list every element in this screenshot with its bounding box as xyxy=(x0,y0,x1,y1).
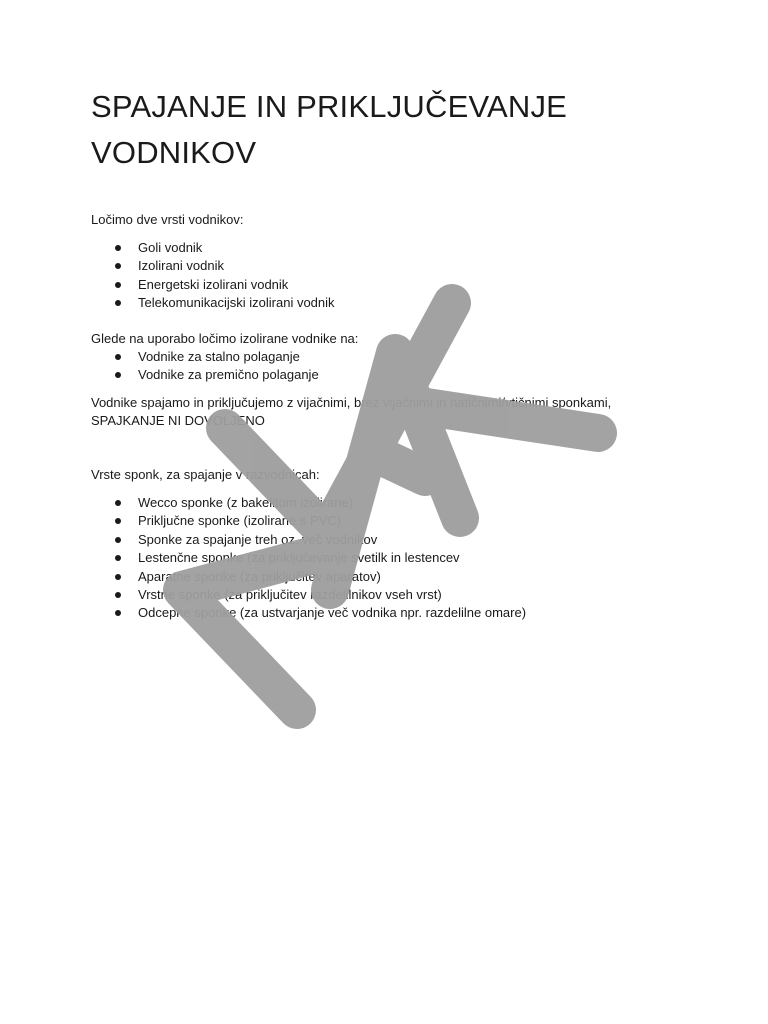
list-item: Lestenčne sponke (za priključevanje svetilk in lestencev xyxy=(91,549,526,567)
terminal-types-list xyxy=(91,494,526,623)
bullet-icon xyxy=(115,300,121,306)
list-item: Vodnike za premično polaganje xyxy=(91,366,319,384)
bullet-icon xyxy=(115,354,121,360)
list-item: Vrstne sponke (za priključitev razdelilnikov vseh vrst) xyxy=(91,586,526,604)
conductor-types-intro: Ločimo dve vrsti vodnikov: xyxy=(91,212,244,227)
insulated-use-intro: Glede na uporabo ločimo izolirane vodnike na: xyxy=(91,331,359,346)
list-item: Aparatne sponke (za priključitev aparatov) xyxy=(91,568,526,586)
bullet-icon xyxy=(115,537,121,543)
bullet-icon xyxy=(115,245,121,251)
document-title xyxy=(91,84,711,176)
list-item: Odcepne sponke (za ustvarjanje več vodnika npr. razdelilne omare) xyxy=(91,604,526,622)
joining-methods-line-1: Vodnike spajamo in priključujemo z vijačnimi, brez vijačnimi in natičnimi/vtičnimi sponkami, xyxy=(91,395,612,410)
title-line-2: VODNIKOV xyxy=(91,135,257,170)
list-item: Energetski izolirani vodnik xyxy=(91,276,335,294)
bullet-icon xyxy=(115,555,121,561)
title-line-1: SPAJANJE IN PRIKLJUČEVANJE xyxy=(91,89,568,124)
list-item: Priključne sponke (izolirane s PVC) xyxy=(91,512,526,530)
list-item: Goli vodnik xyxy=(91,239,335,257)
insulated-use-list xyxy=(91,348,319,385)
terminal-types-intro: Vrste sponk, za spajanje v razvodnicah: xyxy=(91,467,320,482)
bullet-icon xyxy=(115,263,121,269)
list-item: Wecco sponke (z bakelitom izolirane) xyxy=(91,494,526,512)
list-item: Telekomunikacijski izolirani vodnik xyxy=(91,294,335,312)
conductor-types-list xyxy=(91,239,335,313)
bullet-icon xyxy=(115,592,121,598)
list-item: Vodnike za stalno polaganje xyxy=(91,348,319,366)
bullet-icon xyxy=(115,282,121,288)
list-item: Sponke za spajanje treh oz. več vodnikov xyxy=(91,531,526,549)
bullet-icon xyxy=(115,610,121,616)
watermark-letter-a-bar xyxy=(372,452,425,477)
soldering-note: SPAJKANJE NI DOVOLJENO xyxy=(91,413,265,428)
bullet-icon xyxy=(115,574,121,580)
bullet-icon xyxy=(115,518,121,524)
list-item: Izolirani vodnik xyxy=(91,257,335,275)
bullet-icon xyxy=(115,372,121,378)
bullet-icon xyxy=(115,500,121,506)
